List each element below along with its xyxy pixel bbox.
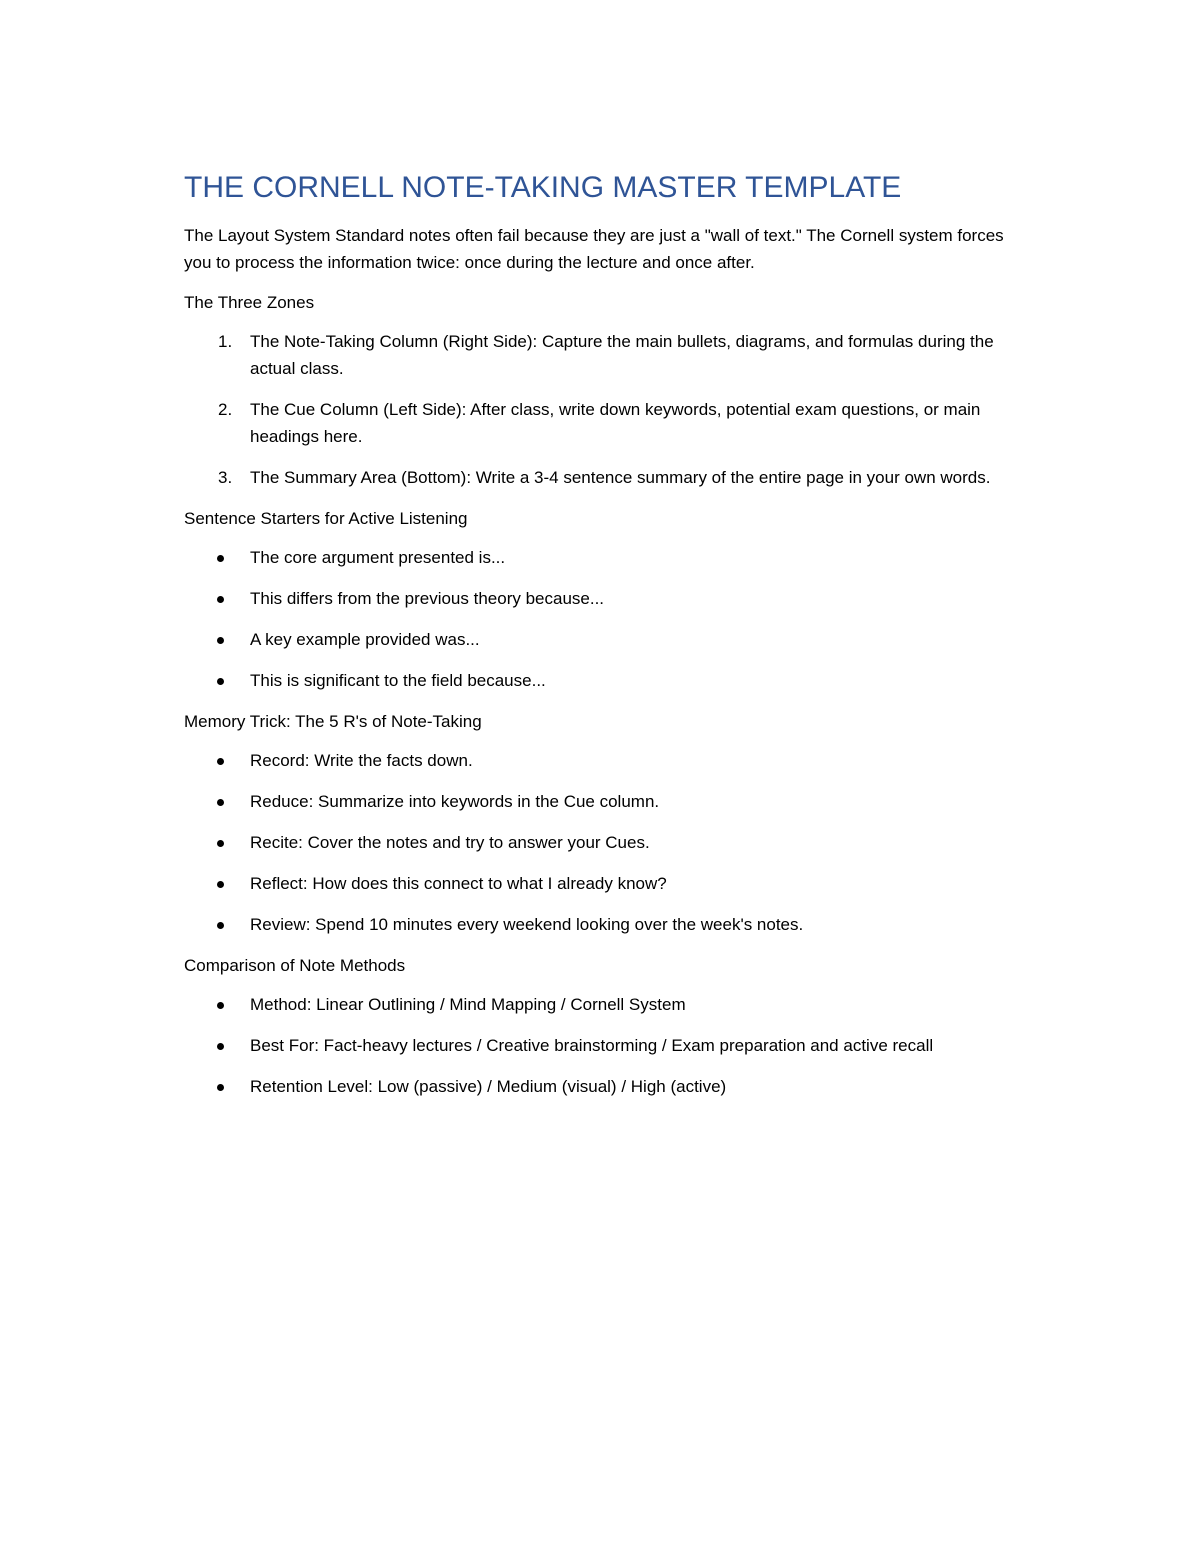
list-number: 3. bbox=[218, 468, 233, 487]
intro-paragraph: The Layout System Standard notes often fail because they are just a "wall of text." The Cornell system forces you to process the information twice: once during the lecture and once after. bbox=[184, 226, 1004, 272]
list-item bbox=[184, 585, 1024, 612]
list-item-text: Review: Spend 10 minutes every weekend looking over the week's notes. bbox=[250, 915, 804, 934]
list-item-text: The core argument presented is... bbox=[250, 548, 506, 567]
section-heading-comparison: Comparison of Note Methods bbox=[184, 956, 406, 975]
list-item bbox=[184, 991, 1024, 1018]
list-item bbox=[184, 1032, 1024, 1059]
bullet-icon bbox=[217, 758, 224, 765]
list-item-text: The Summary Area (Bottom): Write a 3-4 sentence summary of the entire page in your own words. bbox=[250, 468, 991, 487]
list-number: 1. bbox=[218, 332, 233, 351]
list-item-text: Retention Level: Low (passive) / Medium (visual) / High (active) bbox=[250, 1077, 727, 1096]
list-item bbox=[184, 1073, 1024, 1100]
list-item bbox=[184, 396, 1024, 450]
section-heading-memory-trick: Memory Trick: The 5 R's of Note-Taking bbox=[184, 712, 482, 731]
bullet-icon bbox=[217, 1084, 224, 1091]
bullet-icon bbox=[217, 1002, 224, 1009]
bullet-icon bbox=[217, 555, 224, 562]
bullet-icon bbox=[217, 678, 224, 685]
sentence-starters-list bbox=[184, 544, 1024, 694]
section-heading-sentence-starters: Sentence Starters for Active Listening bbox=[184, 509, 468, 528]
list-item-text: Reduce: Summarize into keywords in the Cue column. bbox=[250, 792, 660, 811]
list-item-text: The Cue Column (Left Side): After class, write down keywords, potential exam questions, or main headings here. bbox=[250, 400, 981, 446]
list-item-text: Method: Linear Outlining / Mind Mapping / Cornell System bbox=[250, 995, 686, 1014]
list-item bbox=[184, 870, 1024, 897]
list-item-text: Recite: Cover the notes and try to answer your Cues. bbox=[250, 833, 650, 852]
bullet-icon bbox=[217, 881, 224, 888]
list-item bbox=[184, 911, 1024, 938]
list-item-text: This differs from the previous theory because... bbox=[250, 589, 605, 608]
list-item-text: This is significant to the field because... bbox=[250, 671, 546, 690]
list-item bbox=[184, 464, 1024, 491]
bullet-icon bbox=[217, 840, 224, 847]
list-item bbox=[184, 788, 1024, 815]
section-heading-three-zones: The Three Zones bbox=[184, 293, 315, 312]
list-item bbox=[184, 829, 1024, 856]
bullet-icon bbox=[217, 799, 224, 806]
list-item bbox=[184, 544, 1024, 571]
comparison-list bbox=[184, 991, 1024, 1100]
list-item bbox=[184, 626, 1024, 653]
list-item bbox=[184, 747, 1024, 774]
list-number: 2. bbox=[218, 400, 233, 419]
memory-trick-list bbox=[184, 747, 1024, 938]
list-item bbox=[184, 667, 1024, 694]
bullet-icon bbox=[217, 637, 224, 644]
list-item-text: The Note-Taking Column (Right Side): Capture the main bullets, diagrams, and formulas during the actual class. bbox=[250, 332, 994, 378]
list-item-text: Reflect: How does this connect to what I already know? bbox=[250, 874, 667, 893]
bullet-icon bbox=[217, 596, 224, 603]
three-zones-list bbox=[184, 328, 1024, 491]
document-body bbox=[184, 168, 1024, 1114]
document-title: THE CORNELL NOTE-TAKING MASTER TEMPLATE bbox=[184, 171, 902, 204]
bullet-icon bbox=[217, 1043, 224, 1050]
list-item-text: Best For: Fact-heavy lectures / Creative brainstorming / Exam preparation and active recall bbox=[250, 1036, 934, 1055]
list-item-text: A key example provided was... bbox=[250, 630, 480, 649]
bullet-icon bbox=[217, 922, 224, 929]
list-item bbox=[184, 328, 1024, 382]
list-item-text: Record: Write the facts down. bbox=[250, 751, 473, 770]
